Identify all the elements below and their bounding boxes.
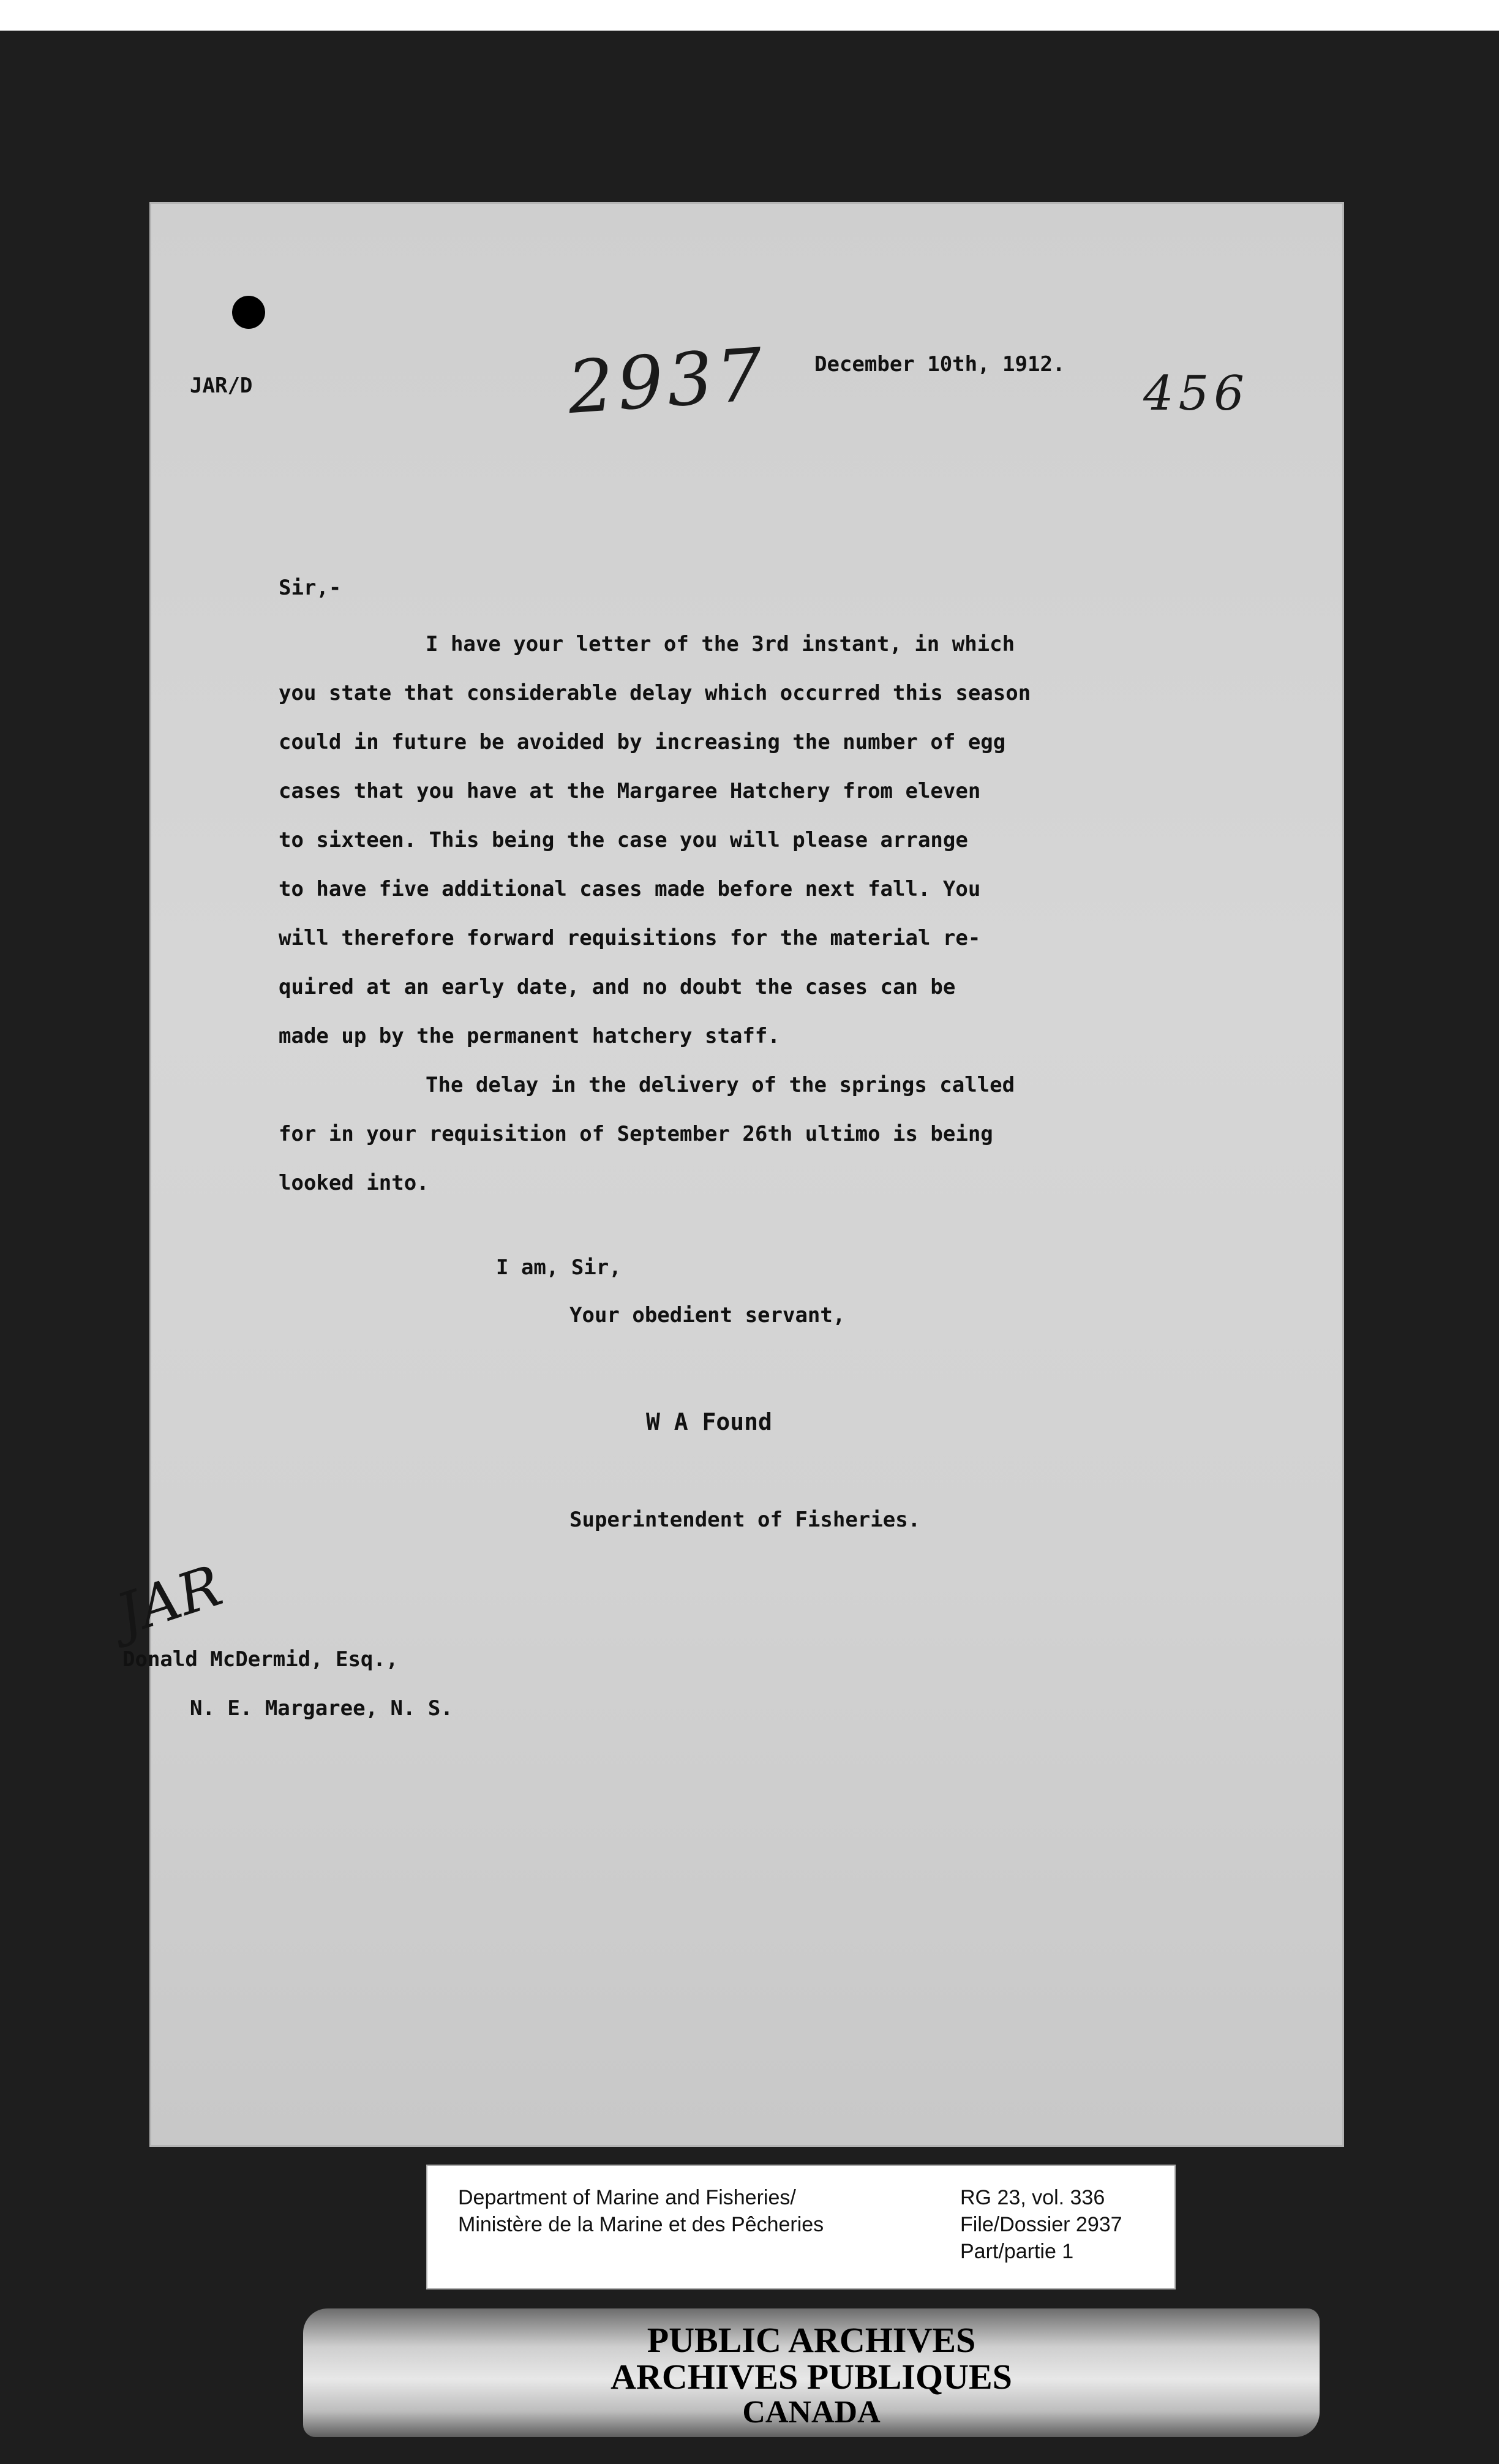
punch-hole — [232, 296, 265, 329]
department-french: Ministère de la Marine et des Pêcheries — [458, 2213, 824, 2236]
handwritten-page-number: 456 — [1143, 366, 1249, 421]
closing-line: I am, Sir, — [496, 1255, 622, 1280]
paragraph-2: The delay in the delivery of the springs called for in your requisition of September 26th ultimo is being looked into. — [279, 1073, 1015, 1195]
signatory-title: Superintendent of Fisheries. — [569, 1508, 921, 1532]
file-dossier: File/Dossier 2937 — [960, 2213, 1122, 2236]
handwritten-initials: JAR — [108, 1552, 230, 1648]
record-group: RG 23, vol. 336 — [960, 2186, 1105, 2209]
closing-servant: Your obedient servant, — [569, 1303, 846, 1328]
letter-body — [279, 620, 1185, 1208]
department-english: Department of Marine and Fisheries/ — [458, 2186, 796, 2209]
archives-banner — [303, 2308, 1320, 2437]
reference-code: JAR/D — [190, 374, 253, 398]
typed-signature: W A Found — [646, 1408, 772, 1435]
salutation: Sir,- — [279, 576, 342, 600]
banner-line-french: ARCHIVES PUBLIQUES — [610, 2357, 1012, 2397]
archive-label — [426, 2165, 1176, 2289]
banner-line-country: CANADA — [742, 2395, 881, 2430]
paragraph-1: I have your letter of the 3rd instant, in which you state that considerable delay which occurred this season could in future be avoided by increasing the number of egg cases that you have at the Margaree Hatchery from eleven to sixteen. This being the case you will please arrange to have five additional cases made before next fall. You will therefore forward requisitions for the material re- quired at an early date, and no doubt the cases can be made up by the permanent hatchery staff. — [279, 632, 1031, 1048]
handwritten-file-number: 2937 — [565, 331, 769, 430]
banner-line-english: PUBLIC ARCHIVES — [647, 2320, 976, 2360]
addressee-location: N. E. Margaree, N. S. — [190, 1696, 453, 1721]
addressee-name: Donald McDermid, Esq., — [122, 1647, 399, 1672]
department-block — [458, 2184, 824, 2238]
part-partie: Part/partie 1 — [960, 2240, 1074, 2263]
letter-date: December 10th, 1912. — [814, 352, 1065, 377]
reference-block — [960, 2184, 1122, 2265]
